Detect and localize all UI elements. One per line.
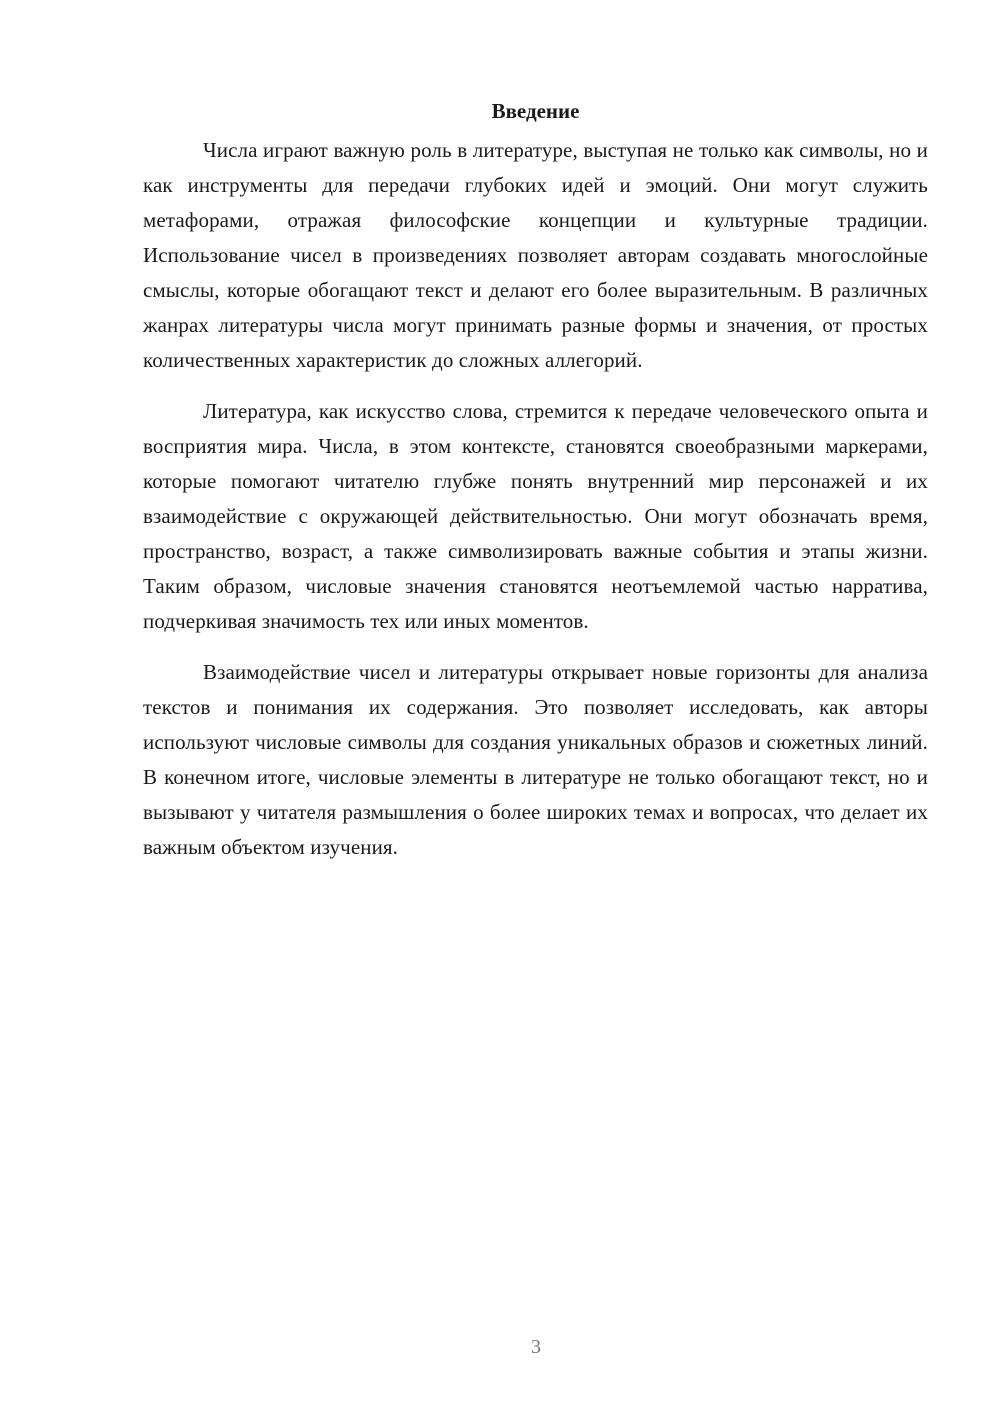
page-number: 3 bbox=[531, 1336, 541, 1358]
paragraph-3: Взаимодействие чисел и литературы открывает новые горизонты для анализа текстов и понимания их содержания. Это позволяет исследовать, как авторы используют числовые символы для создания уникальных образов и сюжетных линий. В конечном итоге, числовые элементы в литературе не только обогащают текст, но и вызывают у читателя размышления о более широких темах и вопросах, что делает их важным объектом изучения. bbox=[143, 660, 928, 859]
page-content bbox=[143, 94, 928, 881]
paragraph-1: Числа играют важную роль в литературе, выступая не только как символы, но и как инструменты для передачи глубоких идей и эмоций. Они могут служить метафорами, отражая философские концепции и культурные традиции. Использование чисел в произведениях позволяет авторам создавать многослойные смыслы, которые обогащают текст и делают его более выразительным. В различных жанрах литературы числа могут принимать разные формы и значения, от простых количественных характеристик до сложных аллегорий. bbox=[143, 138, 928, 372]
section-title: Введение bbox=[491, 99, 580, 123]
paragraph-2: Литература, как искусство слова, стремится к передаче человеческого опыта и восприятия мира. Числа, в этом контексте, становятся своеобразными маркерами, которые помогают читателю глубже понять внутренний мир персонажей и их взаимодействие с окружающей действительностью. Они могут обозначать время, пространство, возраст, а также символизировать важные события и этапы жизни. Таким образом, числовые значения становятся неотъемлемой частью нарратива, подчеркивая значимость тех или иных моментов. bbox=[143, 399, 928, 633]
